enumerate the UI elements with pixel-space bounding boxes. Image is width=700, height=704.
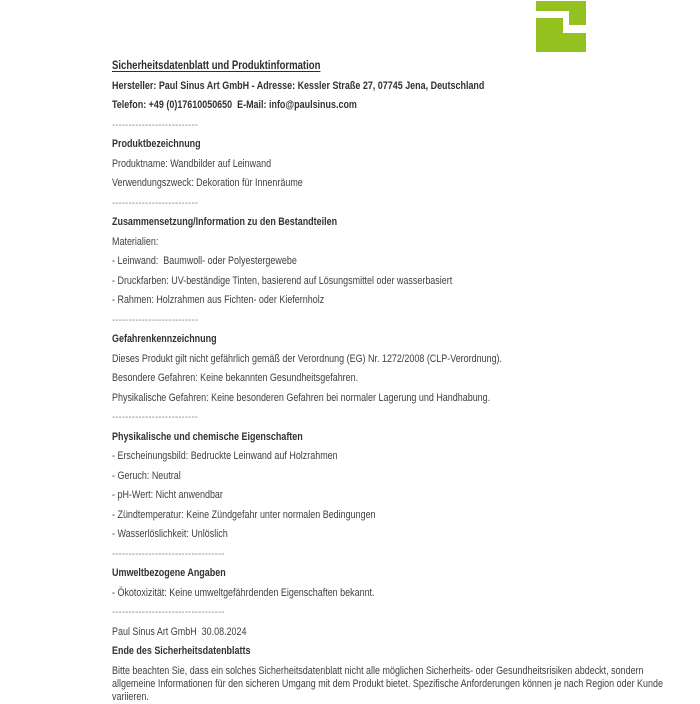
- text-line-canvas: - Leinwand: Baumwoll- oder Polyestergewebe: [112, 255, 663, 268]
- section-heading-environment: Umweltbezogene Angaben: [112, 567, 663, 580]
- contact-line: Telefon: +49 (0)17610050650 E-Mail: info@paulsinus.com: [112, 99, 663, 112]
- signoff-line: Paul Sinus Art GmbH 30.08.2024: [112, 626, 663, 639]
- section-heading-product: Produktbezeichnung: [112, 138, 663, 151]
- disclaimer-line: variieren.: [112, 691, 663, 704]
- text-line-solubility: - Wasserlöslichkeit: Unlöslich: [112, 528, 663, 541]
- section-heading-hazards: Gefahrenkennzeichnung: [112, 333, 663, 346]
- section-heading-properties: Physikalische und chemische Eigenschaften: [112, 431, 663, 444]
- text-line-clp: Dieses Produkt gilt nicht gefährlich gemäß der Verordnung (EG) Nr. 1272/2008 (CLP-Verordnung).: [112, 353, 663, 366]
- separator: ----------------------------------: [112, 548, 663, 561]
- page-title: Sicherheitsdatenblatt und Produktinformation: [112, 60, 663, 73]
- text-line-special-hazards: Besondere Gefahren: Keine bekannten Gesundheitsgefahren.: [112, 372, 663, 385]
- section-hazards: [112, 333, 663, 424]
- separator: --------------------------: [112, 119, 663, 132]
- text-line-ignition: - Zündtemperatur: Keine Zündgefahr unter normalen Bedingungen: [112, 509, 663, 522]
- end-of-datasheet-heading: Ende des Sicherheitsdatenblatts: [112, 645, 663, 658]
- text-line-physical-hazards: Physikalische Gefahren: Keine besonderen Gefahren bei normaler Lagerung und Handhabung.: [112, 392, 663, 405]
- document-content: [112, 0, 663, 704]
- section-product: [112, 138, 663, 210]
- text-line-frame: - Rahmen: Holzrahmen aus Fichten- oder Kiefernholz: [112, 294, 663, 307]
- text-line-ecotoxicity: - Ökotoxizität: Keine umweltgefährdenden Eigenschaften bekannt.: [112, 587, 663, 600]
- text-line-ph: - pH-Wert: Nicht anwendbar: [112, 489, 663, 502]
- manufacturer-line: Hersteller: Paul Sinus Art GmbH - Adresse: Kessler Straße 27, 07745 Jena, Deutschland: [112, 80, 663, 93]
- disclaimer-line: allgemeine Informationen für den sicheren Umgang mit dem Produkt bietet. Spezifische Anforderungen können je nach Region oder Kunde: [112, 678, 663, 691]
- text-line-inks: - Druckfarben: UV-beständige Tinten, basierend auf Lösungsmittel oder wasserbasiert: [112, 275, 663, 288]
- text-line-materials: Materialien:: [112, 236, 663, 249]
- separator: --------------------------: [112, 314, 663, 327]
- separator: --------------------------: [112, 411, 663, 424]
- text-line-product-name: Produktname: Wandbilder auf Leinwand: [112, 158, 663, 171]
- text-line-odor: - Geruch: Neutral: [112, 470, 663, 483]
- separator: --------------------------: [112, 197, 663, 210]
- disclaimer-line: Bitte beachten Sie, dass ein solches Sicherheitsdatenblatt nicht alle möglichen Sicherheits- oder Gesundheitsrisiken abdeckt, sondern: [112, 665, 663, 678]
- section-properties: [112, 431, 663, 561]
- text-line-product-use: Verwendungszweck: Dekoration für Innenräume: [112, 177, 663, 190]
- separator: ----------------------------------: [112, 606, 663, 619]
- text-line-appearance: - Erscheinungsbild: Bedruckte Leinwand auf Holzrahmen: [112, 450, 663, 463]
- section-heading-composition: Zusammensetzung/Information zu den Bestandteilen: [112, 216, 663, 229]
- section-composition: [112, 216, 663, 327]
- section-environment: [112, 567, 663, 619]
- document-footer: [112, 626, 663, 704]
